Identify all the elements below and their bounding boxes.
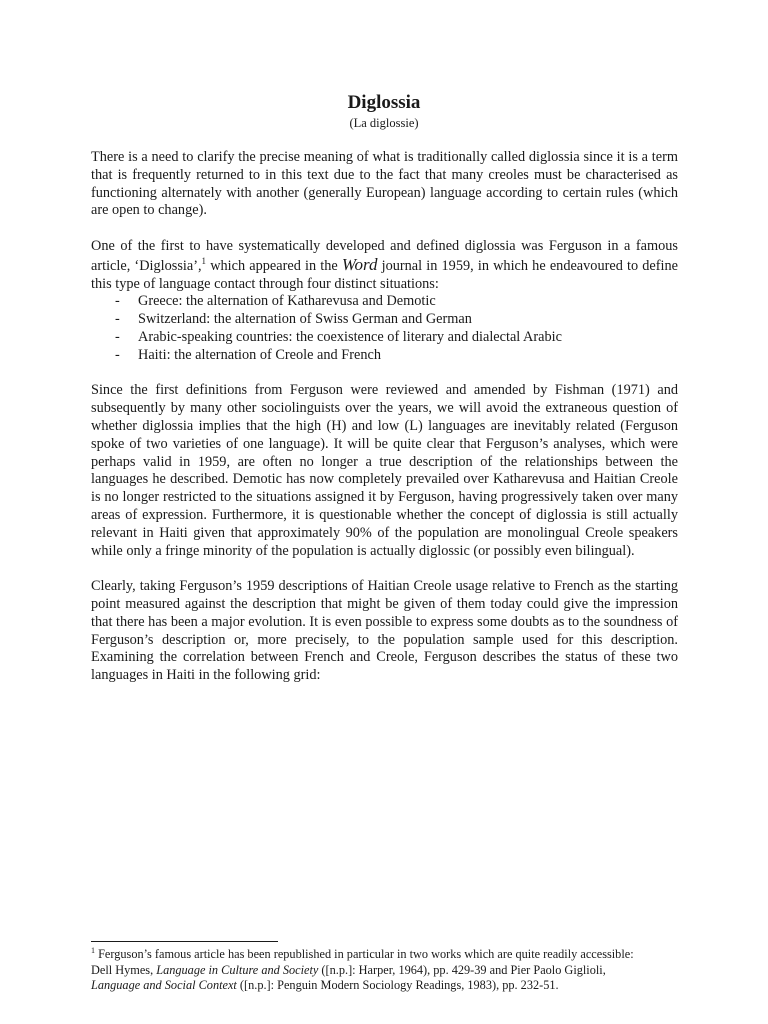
list-item xyxy=(91,329,678,347)
list-dash: - xyxy=(115,346,120,363)
paragraph-ferguson-text-a: One of the first to have systematically developed and defined diglossia was Ferguson in a famous article, ‘Diglossia’, xyxy=(91,237,678,274)
footnote-publication-2: ([n.p.]: Penguin Modern Sociology Readings, 1983), pp. 232-51. xyxy=(236,978,559,992)
footnote xyxy=(91,947,681,994)
list-item-text: Haiti: the alternation of Creole and French xyxy=(138,346,381,363)
paragraph-ferguson-text-b: which appeared in the xyxy=(206,257,342,274)
list-item-text: Arabic-speaking countries: the coexistence of literary and dialectal Arabic xyxy=(138,328,562,345)
paragraph-ferguson xyxy=(91,238,678,293)
page-subtitle: (La diglossie) xyxy=(349,116,419,130)
page-title: Diglossia xyxy=(347,92,421,113)
paragraph-haitian-creole: Clearly, taking Ferguson’s 1959 descriptions of Haitian Creole usage relative to French as the starting point measured against the description that might be given of them today could give the impression that there has been a major evolution. It is even possible to express some doubts as to the soundness of Ferguson’s description or, more precisely, to the population sample used for this description. Examining the correlation between French and Creole, Ferguson describes the status of these two languages in Haiti in the following grid: xyxy=(91,578,678,684)
footnote-book-title-2: Language and Social Context xyxy=(91,978,237,992)
body-text xyxy=(91,149,678,685)
list-item-text: Switzerland: the alternation of Swiss German and German xyxy=(138,311,472,328)
footnote-publication-1: ([n.p.]: Harper, 1964), pp. 429-39 and Pier Paolo Giglioli, xyxy=(318,962,606,977)
footnote-reference[interactable]: 1 xyxy=(201,256,207,267)
paragraph-fishman: Since the first definitions from Ferguson were reviewed and amended by Fishman (1971) and subsequently by many other sociolinguists over the years, we will avoid the extraneous question of whether diglossia implies that the high (H) and low (L) languages are inevitably related (Ferguson spoke of two varieties of one language). It will be quite clear that Ferguson’s analyses, which were perhaps valid in 1959, are often no longer a true description of the relationships between the languages he described. Demotic has now completely prevailed over Katharevusa and Haitian Creole is no longer restricted to the situations assigned it by Ferguson, having progressively taken over many areas of expression. Furthermore, it is questionable whether the concept of diglossia is still actually relevant in Haiti given that approximately 90% of the population are monolingual Creole speakers while only a fringe minority of the population is actually diglossic (or possibly even bilingual). xyxy=(91,382,678,559)
list-dash: - xyxy=(115,293,120,310)
footnote-number: 1 xyxy=(91,945,95,955)
list-dash: - xyxy=(115,311,120,328)
journal-name: Word xyxy=(341,254,378,274)
footnote-book-title-1: Language in Culture and Society xyxy=(156,962,319,977)
list-item xyxy=(91,293,678,311)
list-item-text: Greece: the alternation of Katharevusa and Demotic xyxy=(138,293,436,310)
list-dash: - xyxy=(115,328,120,345)
footnote-divider xyxy=(91,941,278,942)
list-item xyxy=(91,347,678,365)
footnote-text-line1: Ferguson’s famous article has been republished in particular in two works which are quite readily accessible: xyxy=(95,947,634,961)
situations-list xyxy=(91,293,678,364)
footnote-author1: Dell Hymes, xyxy=(91,962,157,977)
paragraph-ferguson-text-c: journal in 1959, in which he endeavoured to define this type of language contact through four distinct situations: xyxy=(91,257,678,292)
list-item xyxy=(91,311,678,329)
paragraph-intro: There is a need to clarify the precise meaning of what is traditionally called diglossia since it is a term that is frequently returned to in this text due to the fact that many creoles must be characterised as functioning alternately with another (generally European) language according to certain rules (which are open to change). xyxy=(91,149,678,219)
